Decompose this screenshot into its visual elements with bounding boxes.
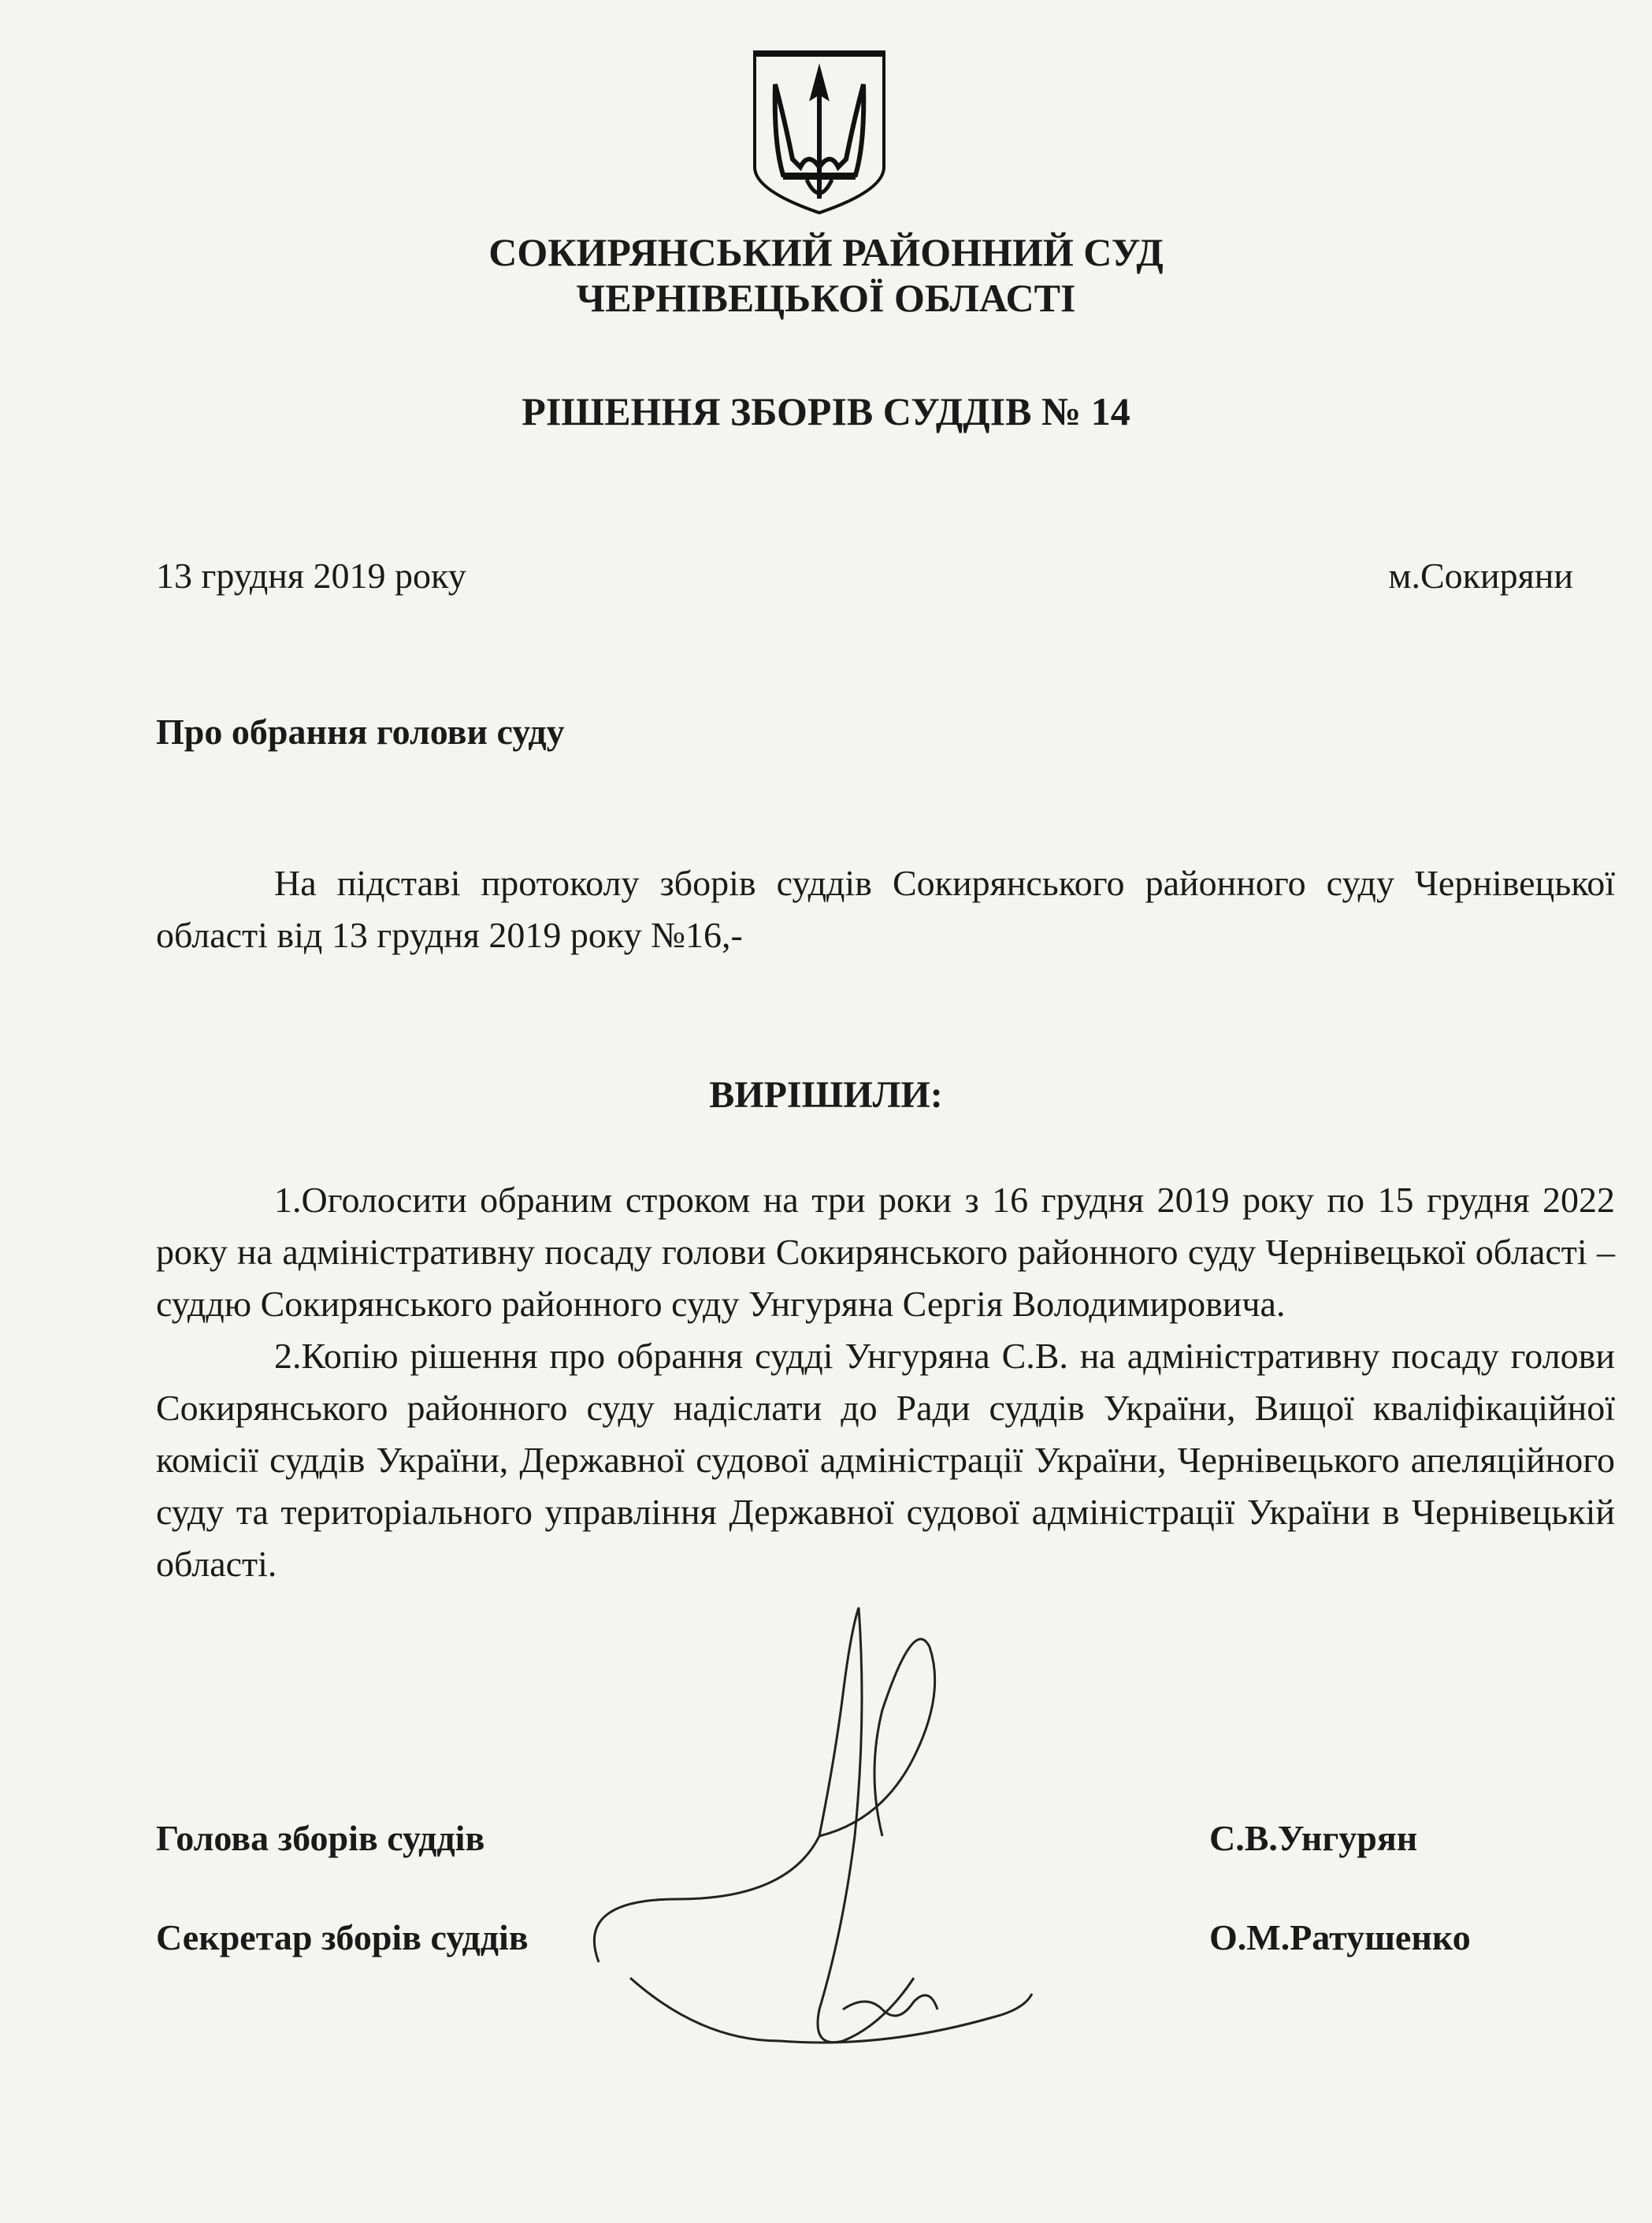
handwritten-signature (583, 1600, 1040, 2057)
decision-subject: Про обрання голови суду (156, 712, 565, 752)
coat-of-arms-trident-icon (752, 49, 887, 216)
decision-title: РІШЕННЯ ЗБОРІВ СУДДІВ № 14 (522, 389, 1130, 433)
resolved-heading: ВИРІШИЛИ: (709, 1074, 943, 1116)
preamble-text: На підставі протоколу зборів суддів Сокирянського районного суду Чернівецької області від 13 грудня 2019 року №16,- (156, 863, 1615, 955)
chair-name: С.В.Унгурян (1209, 1818, 1418, 1858)
court-name-line1: СОКИРЯНСЬКИЙ РАЙОННИЙ СУД (488, 230, 1164, 274)
resolution-item-2: 2.Копію рішення про обрання судді Унгуряна С.В. на адміністративну посаду голови Сокирянського районного суду надіслати до Ради суддів України, Вищої кваліфікаційної комісії суддів України, Державної судової адміністрації України, Чернівецького апеляційного суду та територіального управління Державної судової адміністрації України в Чернівецькій області. (156, 1336, 1615, 1584)
court-name-line2: ЧЕРНІВЕЦЬКОЇ ОБЛАСТІ (576, 276, 1076, 320)
chair-role: Голова зборів суддів (156, 1818, 485, 1858)
decision-date: 13 грудня 2019 року (156, 556, 466, 596)
resolution-item-1: 1.Оголосити обраним строком на три роки з 16 грудня 2019 року по 15 грудня 2022 року на адміністративну посаду голови Сокирянського районного суду Чернівецької області – суддю Сокирянського районного суду Унгуряна Сергія Володимировича. (156, 1180, 1615, 1324)
secretary-name: О.М.Ратушенко (1209, 1917, 1471, 1957)
decision-place: м.Сокиряни (1388, 556, 1573, 596)
resolution-items (156, 1174, 1615, 1590)
preamble-paragraph (156, 857, 1615, 961)
secretary-role: Секретар зборів суддів (156, 1917, 529, 1957)
